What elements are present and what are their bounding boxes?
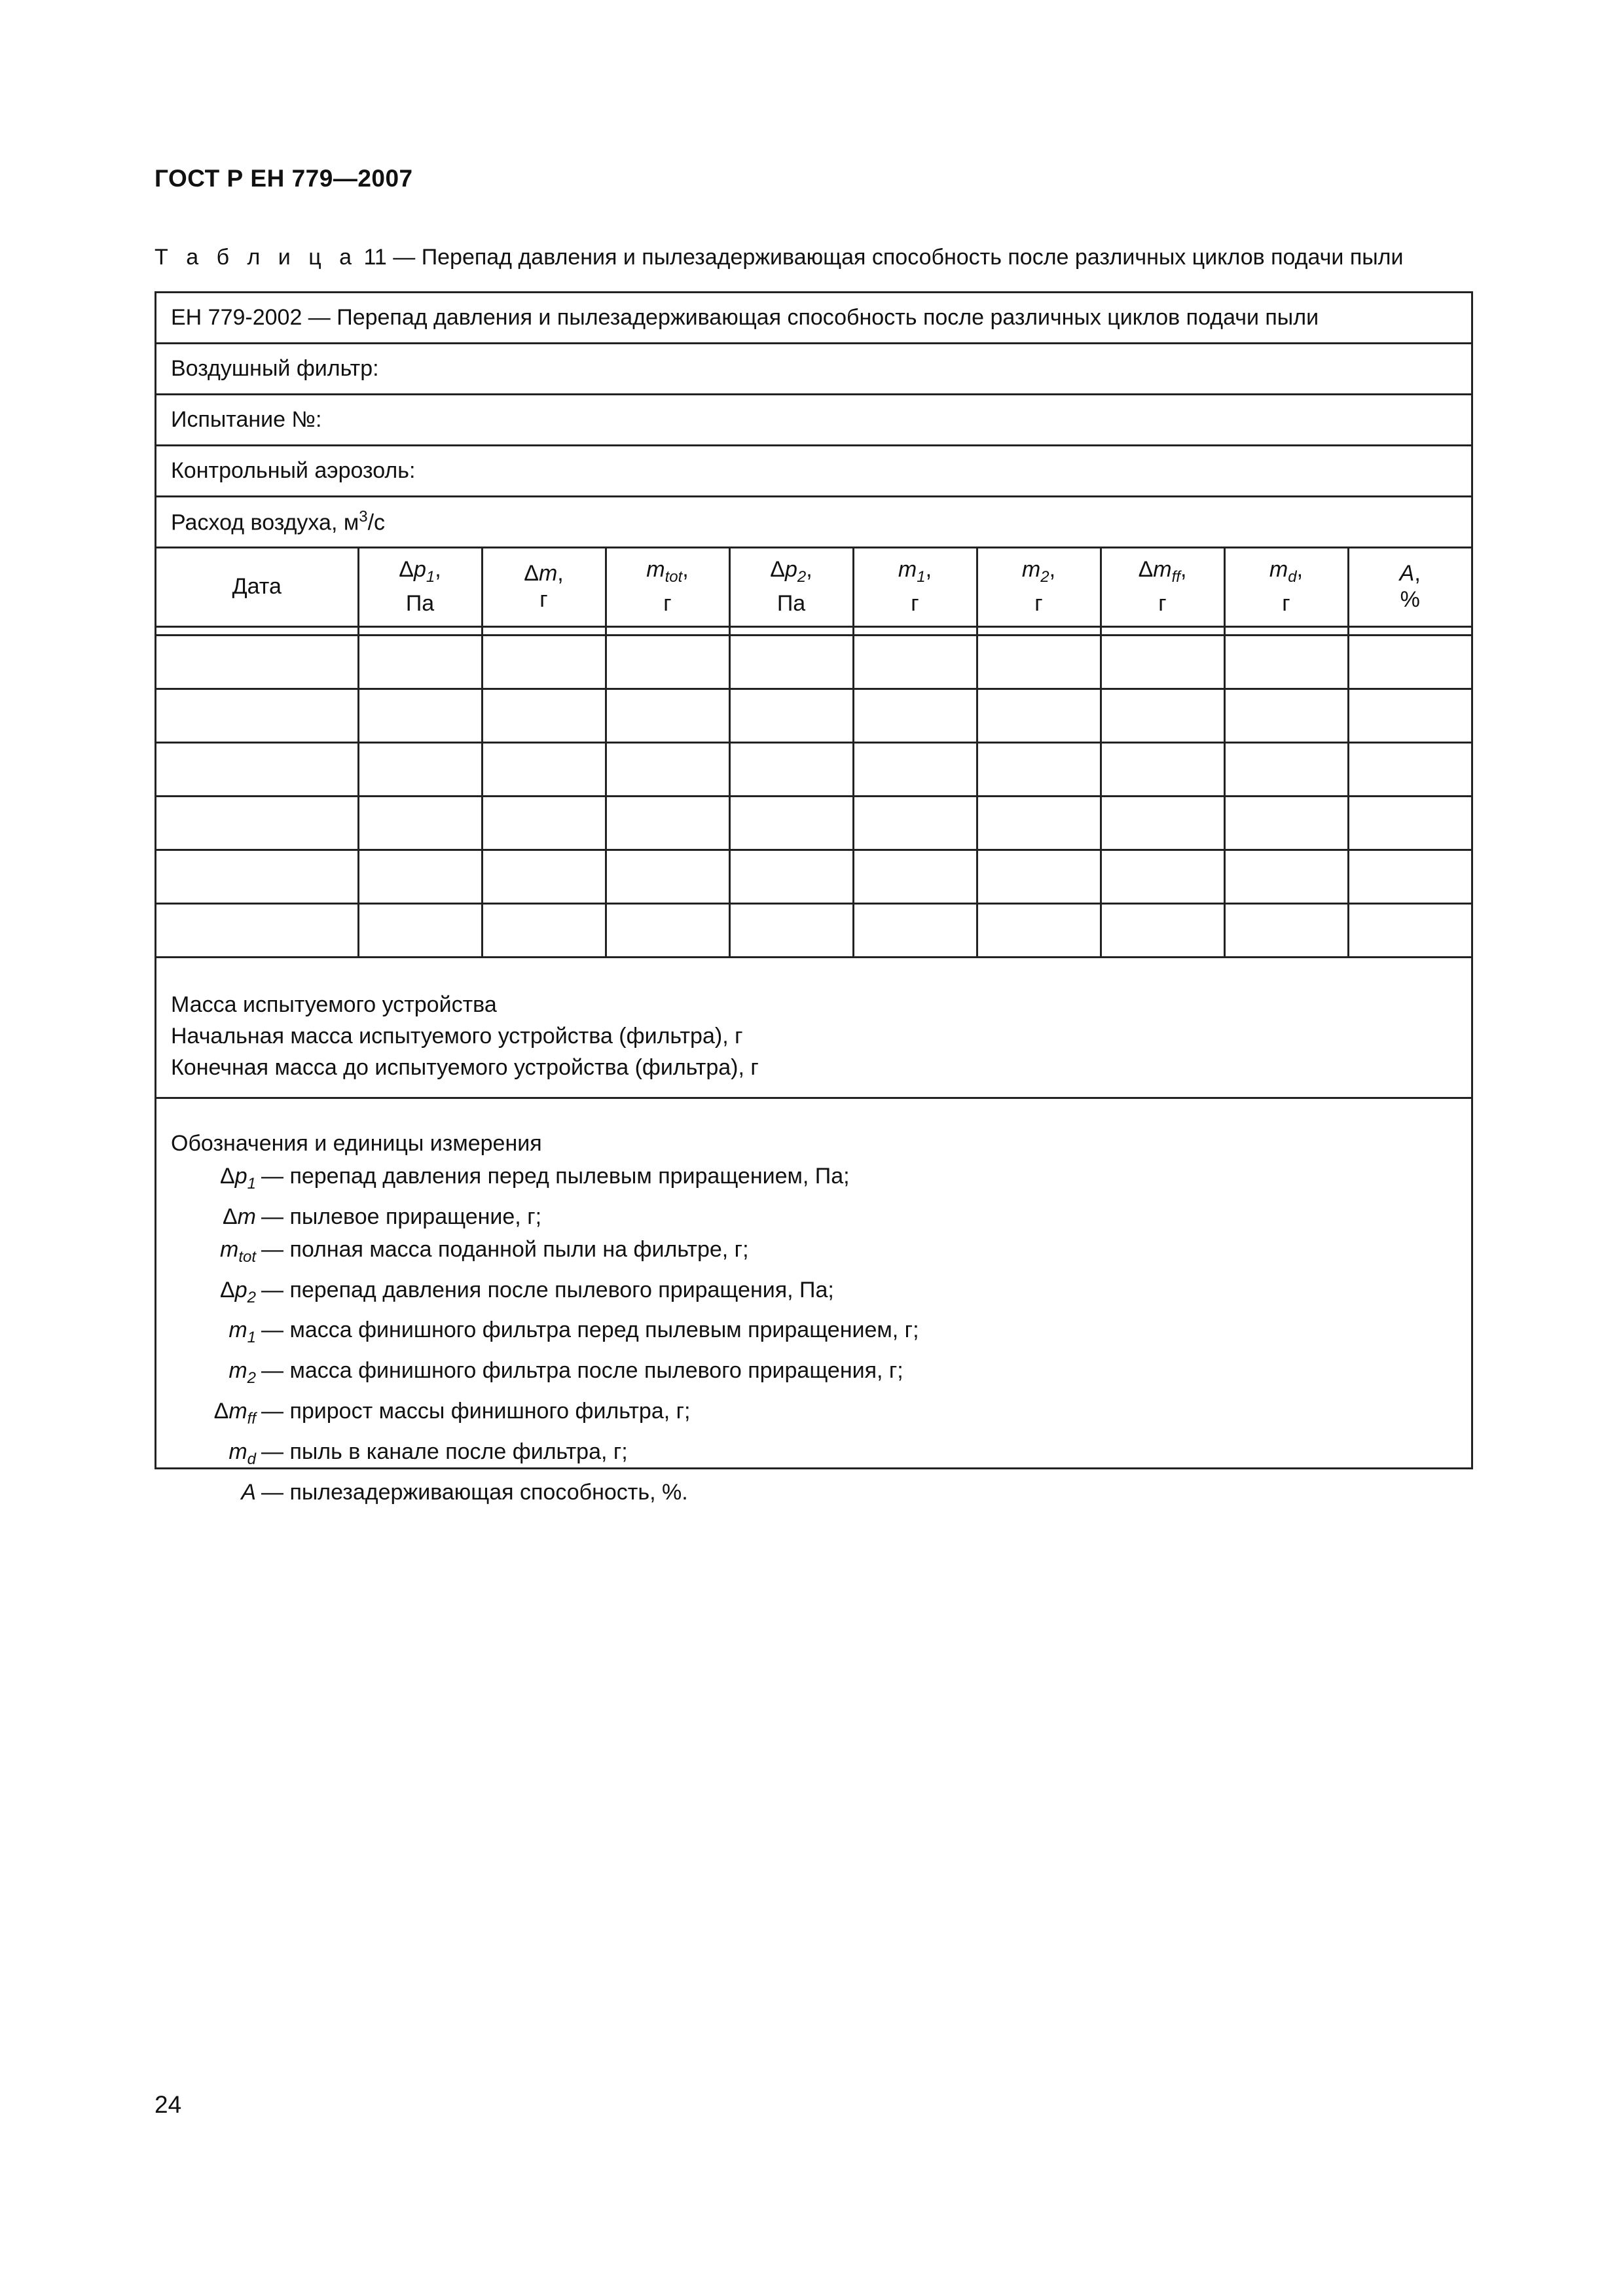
- table-cell[interactable]: [482, 689, 606, 743]
- legend-description: — полная масса поданной пыли на фильтре, г;: [261, 1236, 749, 1262]
- spacer-cell: [729, 627, 853, 636]
- table-cell[interactable]: [358, 636, 482, 689]
- table-cell[interactable]: [1348, 636, 1471, 689]
- legend-item: [171, 1354, 1471, 1395]
- table-row: [156, 904, 1471, 958]
- legend-description: — пылевое приращение, г;: [261, 1204, 542, 1229]
- table-cell[interactable]: [482, 850, 606, 904]
- legend-item: [171, 1395, 1471, 1435]
- table-cell[interactable]: [853, 904, 977, 958]
- table-cell[interactable]: [156, 904, 358, 958]
- air-filter-label: Воздушный фильтр:: [171, 356, 379, 381]
- legend-description: — прирост массы финишного фильтра, г;: [261, 1398, 691, 1424]
- column-header: $m_1$, г: [853, 547, 977, 627]
- table-cell[interactable]: [729, 904, 853, 958]
- spacer-cell: [606, 627, 729, 636]
- table-cell[interactable]: [482, 797, 606, 850]
- legend-section: [156, 1099, 1471, 1505]
- document-code: ГОСТ Р ЕН 779—2007: [155, 165, 413, 192]
- table-cell[interactable]: [1101, 797, 1224, 850]
- device-mass-section: [156, 958, 1471, 1099]
- legend-symbol: $\Delta p_2$: [220, 1277, 256, 1306]
- table-cell[interactable]: [156, 636, 358, 689]
- legend-symbol: $m_2$: [228, 1358, 256, 1387]
- column-header-date: Дата: [156, 547, 358, 627]
- table-cell[interactable]: [1224, 797, 1348, 850]
- table-cell[interactable]: [729, 850, 853, 904]
- table-cell[interactable]: [606, 636, 729, 689]
- table-caption-number: 11: [363, 245, 387, 270]
- legend-description: — перепад давления после пылевого приращения, Па;: [261, 1277, 834, 1302]
- legend-symbol: $\Delta m_{ff}$: [213, 1398, 256, 1427]
- table-cell[interactable]: [606, 850, 729, 904]
- legend-item: [171, 1160, 1471, 1200]
- table-cell[interactable]: [606, 689, 729, 743]
- table-cell[interactable]: [482, 904, 606, 958]
- legend-symbol: Δm: [222, 1204, 256, 1229]
- aerosol-field[interactable]: [156, 446, 1471, 497]
- table-row: [156, 636, 1471, 689]
- spacer-cell: [1224, 627, 1348, 636]
- test-number-label: Испытание №:: [171, 407, 322, 432]
- page-number: 24: [155, 2091, 182, 2118]
- legend-description: — масса финишного фильтра перед пылевым приращением, г;: [261, 1318, 919, 1343]
- column-header: $\Delta m_{ff}$, г: [1101, 547, 1224, 627]
- legend-symbol: $m_{tot}$: [219, 1236, 256, 1266]
- table-cell[interactable]: [606, 743, 729, 797]
- device-mass-title: Масса испытуемого устройства: [171, 992, 497, 1017]
- table-cell[interactable]: [1348, 743, 1471, 797]
- aerosol-label: Контрольный аэрозоль:: [171, 458, 416, 483]
- table-cell[interactable]: [156, 797, 358, 850]
- test-record-form: [155, 291, 1473, 1505]
- spacer-cell: [977, 627, 1101, 636]
- spacer-cell: [482, 627, 606, 636]
- table-cell[interactable]: [1224, 689, 1348, 743]
- table-row: [156, 850, 1471, 904]
- table-cell[interactable]: [1224, 850, 1348, 904]
- table-cell[interactable]: [358, 904, 482, 958]
- table-cell[interactable]: [358, 743, 482, 797]
- table-cell[interactable]: [156, 743, 358, 797]
- table-cell[interactable]: [977, 904, 1101, 958]
- legend-symbol: $\Delta p_1$: [220, 1164, 256, 1193]
- table-caption-text: — Перепад давления и пылезадерживающая способность после различных циклов подачи пыли: [393, 245, 1404, 270]
- table-cell[interactable]: [156, 689, 358, 743]
- legend-description: — пылезадерживающая способность, %.: [261, 1479, 688, 1505]
- measurement-table: [156, 547, 1471, 958]
- table-cell[interactable]: [156, 850, 358, 904]
- table-cell[interactable]: [1348, 904, 1471, 958]
- table-cell[interactable]: [977, 850, 1101, 904]
- initial-mass-label: Начальная масса испытуемого устройства (фильтра), г: [171, 1024, 743, 1049]
- table-cell[interactable]: [1348, 850, 1471, 904]
- table-cell[interactable]: [1224, 743, 1348, 797]
- table-cell[interactable]: [1101, 636, 1224, 689]
- air-filter-field[interactable]: [156, 344, 1471, 395]
- table-cell[interactable]: [482, 743, 606, 797]
- table-cell[interactable]: [729, 743, 853, 797]
- table-cell[interactable]: [1101, 743, 1224, 797]
- table-cell[interactable]: [977, 636, 1101, 689]
- airflow-label: Расход воздуха, $м^3/с$: [171, 508, 386, 535]
- table-cell[interactable]: [729, 636, 853, 689]
- legend-description: — масса финишного фильтра после пылевого приращения, г;: [261, 1358, 903, 1384]
- legend-item: [171, 1314, 1471, 1354]
- legend-description: — перепад давления перед пылевым приращением, Па;: [261, 1164, 850, 1189]
- table-cell[interactable]: [729, 797, 853, 850]
- column-header: $m_d$, г: [1224, 547, 1348, 627]
- column-header: A, %: [1348, 547, 1471, 627]
- table-cell[interactable]: [1101, 689, 1224, 743]
- spacer-cell: [853, 627, 977, 636]
- legend-symbol: $m_d$: [228, 1439, 256, 1468]
- table-cell[interactable]: [1348, 689, 1471, 743]
- table-cell[interactable]: [853, 689, 977, 743]
- spacer-cell: [156, 627, 358, 636]
- table-caption: [155, 245, 1470, 270]
- final-mass-label: Конечная масса до испытуемого устройства (фильтра), г: [171, 1055, 759, 1080]
- table-cell[interactable]: [853, 797, 977, 850]
- table-cell[interactable]: [1348, 797, 1471, 850]
- table-cell[interactable]: [1101, 850, 1224, 904]
- spacer-cell: [358, 627, 482, 636]
- table-cell[interactable]: [1224, 904, 1348, 958]
- form-title: [156, 293, 1471, 344]
- table-spacer-row: [156, 627, 1471, 636]
- table-cell[interactable]: [977, 743, 1101, 797]
- column-header: $m_2$, г: [977, 547, 1101, 627]
- table-cell[interactable]: [606, 797, 729, 850]
- table-cell[interactable]: [482, 636, 606, 689]
- form-title-text: ЕН 779-2002 — Перепад давления и пылезадерживающая способность после различных циклов подачи пыли: [171, 305, 1319, 330]
- spacer-cell: [1348, 627, 1471, 636]
- airflow-field[interactable]: [156, 497, 1471, 548]
- legend-item: [171, 1233, 1471, 1274]
- legend-symbol: A: [241, 1479, 256, 1505]
- table-cell[interactable]: [606, 904, 729, 958]
- table-row: [156, 689, 1471, 743]
- column-header: Δm, г: [482, 547, 606, 627]
- table-cell[interactable]: [729, 689, 853, 743]
- test-number-field[interactable]: [156, 395, 1471, 446]
- spacer-cell: [1101, 627, 1224, 636]
- legend-title: Обозначения и единицы измерения: [171, 1131, 542, 1156]
- legend-item: [171, 1274, 1471, 1314]
- legend-symbol: $m_1$: [228, 1318, 256, 1347]
- table-cell[interactable]: [358, 797, 482, 850]
- table-cell[interactable]: [977, 797, 1101, 850]
- table-cell[interactable]: [1224, 636, 1348, 689]
- table-cell[interactable]: [977, 689, 1101, 743]
- table-cell[interactable]: [1101, 904, 1224, 958]
- column-header: $\Delta p_2$, Па: [729, 547, 853, 627]
- legend-item: [171, 1476, 1471, 1509]
- table-row: [156, 743, 1471, 797]
- legend-description: — пыль в канале после фильтра, г;: [261, 1439, 628, 1464]
- column-header: $m_{tot}$, г: [606, 547, 729, 627]
- table-row: [156, 797, 1471, 850]
- table-caption-label: Т а б л и ц а: [155, 245, 358, 270]
- table-cell[interactable]: [853, 636, 977, 689]
- table-cell[interactable]: [853, 743, 977, 797]
- legend-list: [171, 1160, 1471, 1509]
- legend-item: [171, 1435, 1471, 1476]
- table-cell[interactable]: [358, 850, 482, 904]
- table-cell[interactable]: [358, 689, 482, 743]
- column-header: $\Delta p_1$, Па: [358, 547, 482, 627]
- table-header-row: [156, 547, 1471, 627]
- table-cell[interactable]: [853, 850, 977, 904]
- legend-item: [171, 1200, 1471, 1233]
